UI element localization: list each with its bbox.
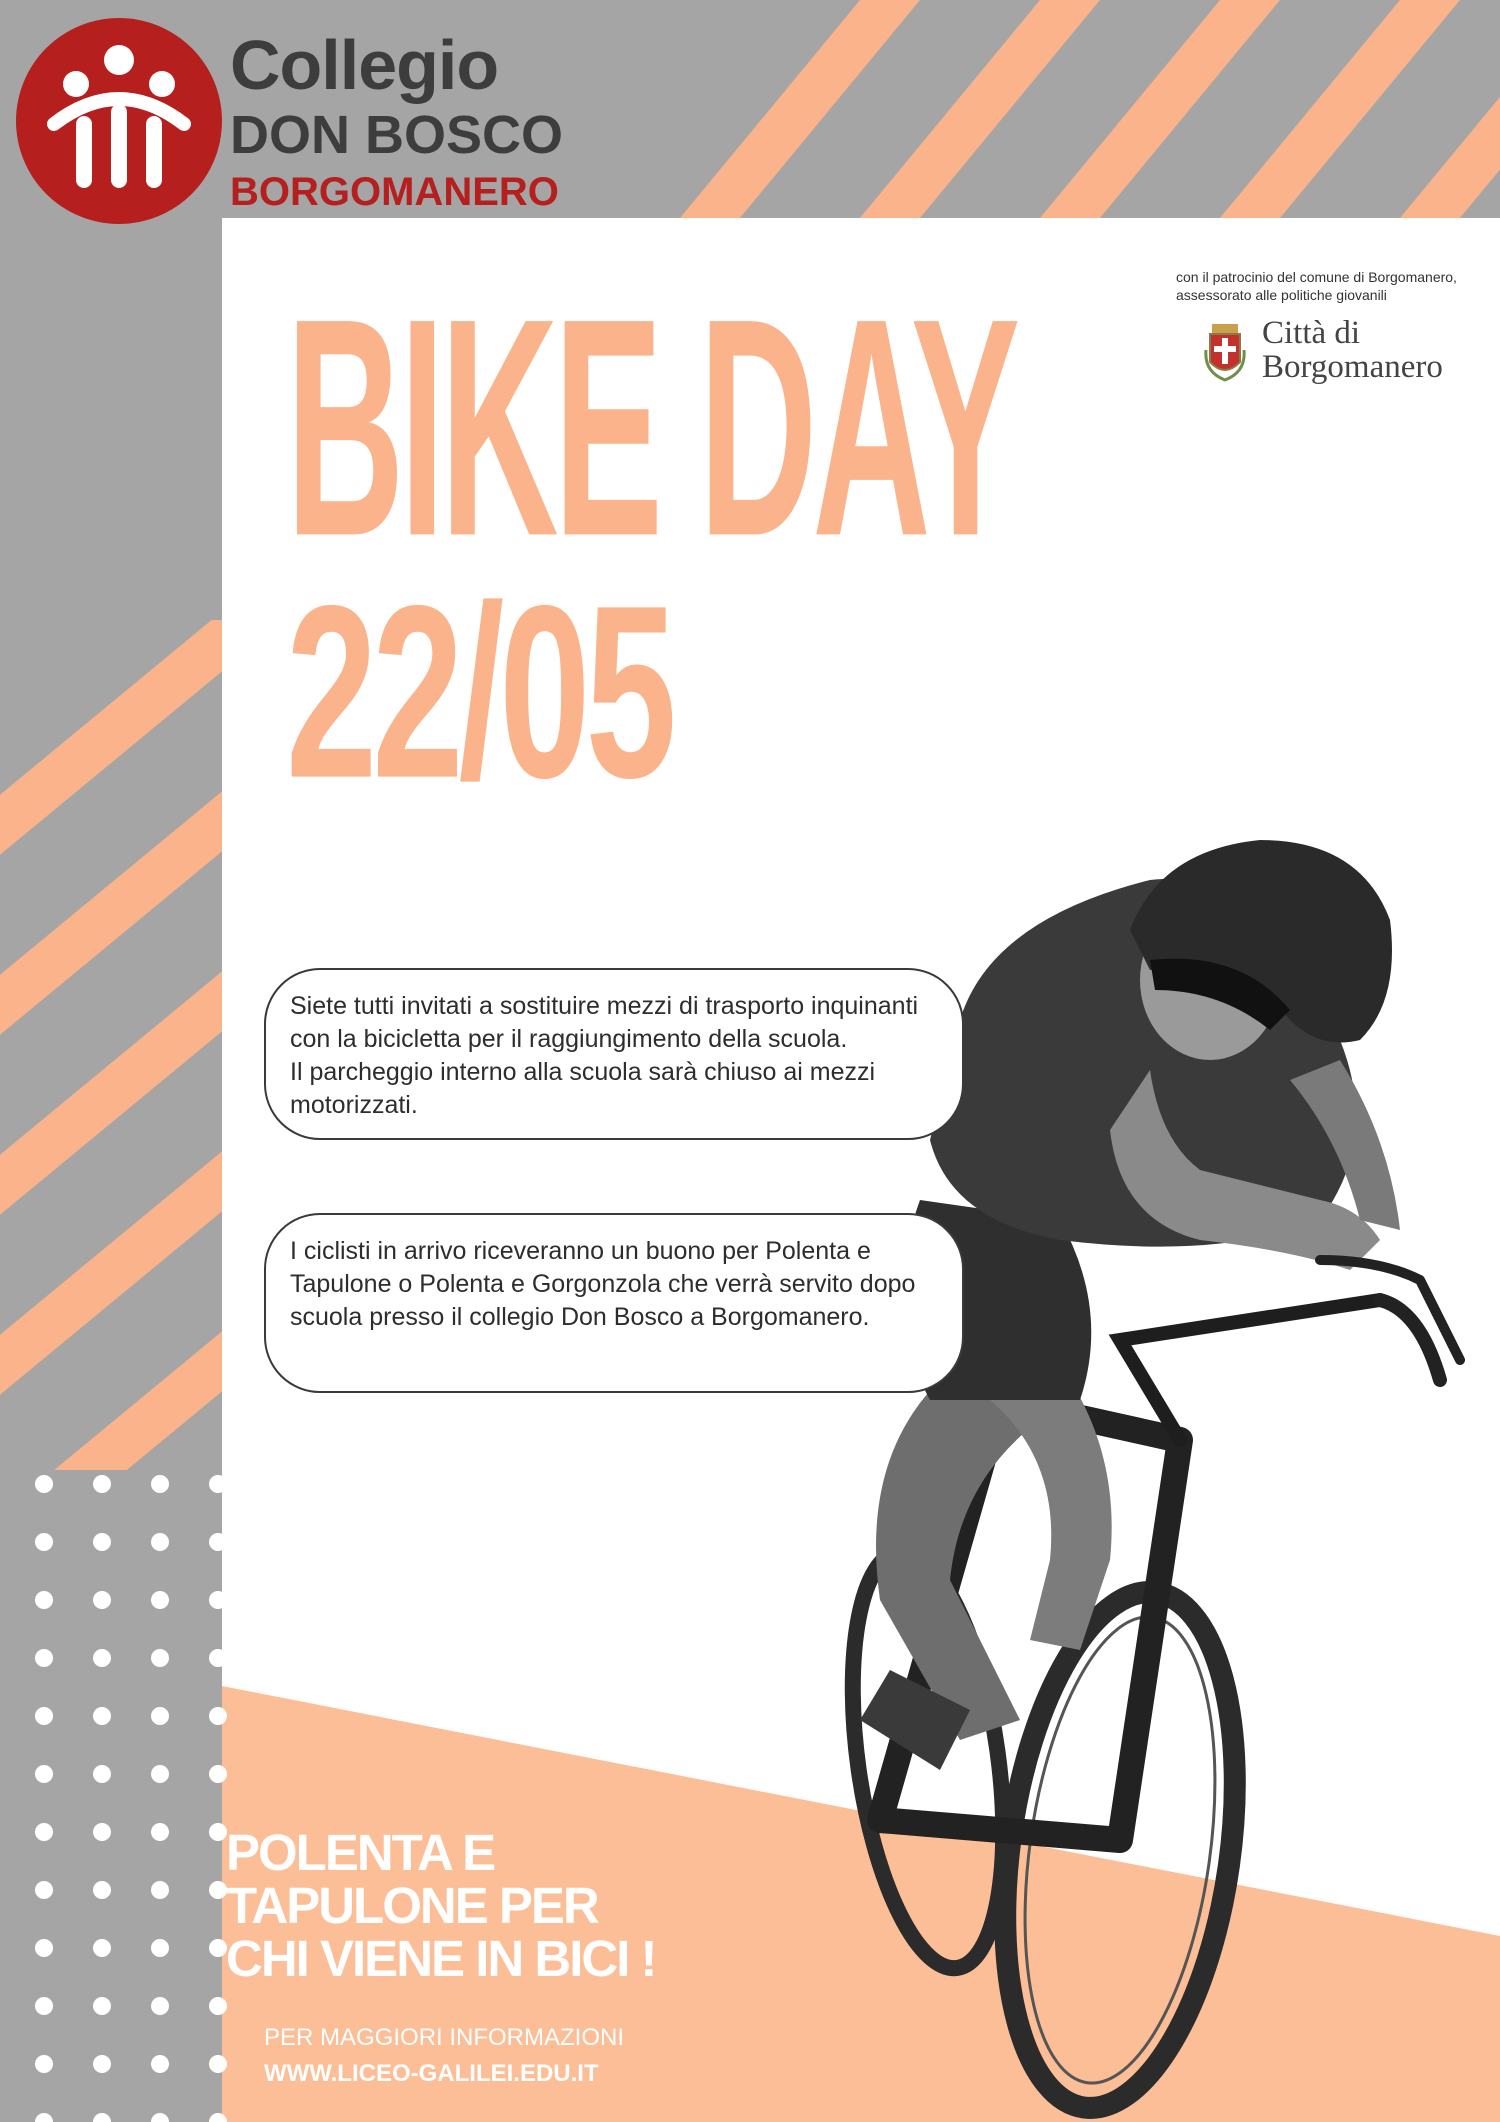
dot xyxy=(209,1765,227,1783)
dot xyxy=(35,2055,53,2073)
info-box-invitation xyxy=(264,968,964,1140)
dot xyxy=(35,1533,53,1551)
promo-line-1: POLENTA E xyxy=(226,1824,495,1881)
dot xyxy=(151,1649,169,1667)
dot xyxy=(209,1881,227,1899)
dot xyxy=(151,1997,169,2015)
city-name-line1: Città di xyxy=(1262,315,1361,351)
dot xyxy=(93,1649,111,1667)
dot xyxy=(35,1649,53,1667)
promo-line-3: CHI VIENE IN BICI ! xyxy=(226,1930,656,1987)
dot xyxy=(93,1707,111,1725)
dot xyxy=(151,1939,169,1957)
patronage-text: con il patrocinio del comune di Borgomanero, assessorato alle politiche giovanili xyxy=(1176,269,1457,303)
top-stripes xyxy=(680,0,1500,218)
dot xyxy=(151,2113,169,2122)
dot xyxy=(209,1649,227,1667)
dot-pattern xyxy=(35,1475,227,2122)
dot xyxy=(93,1591,111,1609)
dot xyxy=(35,1707,53,1725)
dot xyxy=(35,1475,53,1493)
dot xyxy=(93,1997,111,2015)
dot xyxy=(35,1997,53,2015)
logo-title-don-bosco: DON BOSCO xyxy=(230,105,564,165)
dot xyxy=(35,1881,53,1899)
dot xyxy=(151,1881,169,1899)
dot xyxy=(35,2113,53,2122)
dot xyxy=(93,1881,111,1899)
info-invitation-text: Siete tutti invitati a sostituire mezzi di trasporto inquinanti con la bicicletta per il raggiungimento della scuola. xyxy=(290,992,919,1053)
logo-title-collegio: Collegio xyxy=(230,26,499,104)
more-info-label: PER MAGGIORI INFORMAZIONI xyxy=(264,2024,625,2051)
info-reward-text: I ciclisti in arrivo riceveranno un buono per Polenta e Tapulone o Polenta e Gorgonzola che verrà servito dopo scuola presso il collegio Don Bosco a Borgomanero. xyxy=(290,1237,916,1331)
dot xyxy=(35,1939,53,1957)
dot xyxy=(151,1765,169,1783)
dot xyxy=(151,1823,169,1841)
dot xyxy=(151,1591,169,1609)
dot xyxy=(209,1823,227,1841)
dot xyxy=(151,1533,169,1551)
event-date: 22/05 xyxy=(286,555,672,830)
dot xyxy=(151,2055,169,2073)
info-parking-text: Il parcheggio interno alla scuola sarà chiuso ai mezzi motorizzati. xyxy=(290,1058,876,1119)
city-name-line2: Borgomanero xyxy=(1262,349,1443,385)
dot xyxy=(35,1591,53,1609)
dot xyxy=(151,1707,169,1725)
dot xyxy=(93,2055,111,2073)
collegio-logo-icon xyxy=(14,16,224,226)
dot xyxy=(93,1765,111,1783)
dot xyxy=(93,1939,111,1957)
dot xyxy=(209,1475,227,1493)
dot xyxy=(93,2113,111,2122)
city-crest-icon xyxy=(1204,320,1246,384)
dot xyxy=(209,2055,227,2073)
promo-line-2: TAPULONE PER xyxy=(226,1877,598,1934)
dot xyxy=(93,1823,111,1841)
event-title: BIKE DAY xyxy=(286,255,1016,602)
logo-title-borgomanero: BORGOMANERO xyxy=(230,170,559,214)
city-name xyxy=(1262,316,1492,384)
dot xyxy=(93,1475,111,1493)
dot xyxy=(209,1707,227,1725)
dot xyxy=(209,1591,227,1609)
website-link[interactable]: WWW.LICEO-GALILEI.EDU.IT xyxy=(264,2060,599,2087)
dot xyxy=(209,1533,227,1551)
dot xyxy=(209,1997,227,2015)
info-box-reward xyxy=(264,1213,964,1393)
promo-text xyxy=(226,1826,786,1985)
dot xyxy=(93,1533,111,1551)
dot xyxy=(35,1765,53,1783)
dot xyxy=(35,1823,53,1841)
dot xyxy=(209,1939,227,1957)
dot xyxy=(151,1475,169,1493)
left-stripes xyxy=(0,580,260,1740)
